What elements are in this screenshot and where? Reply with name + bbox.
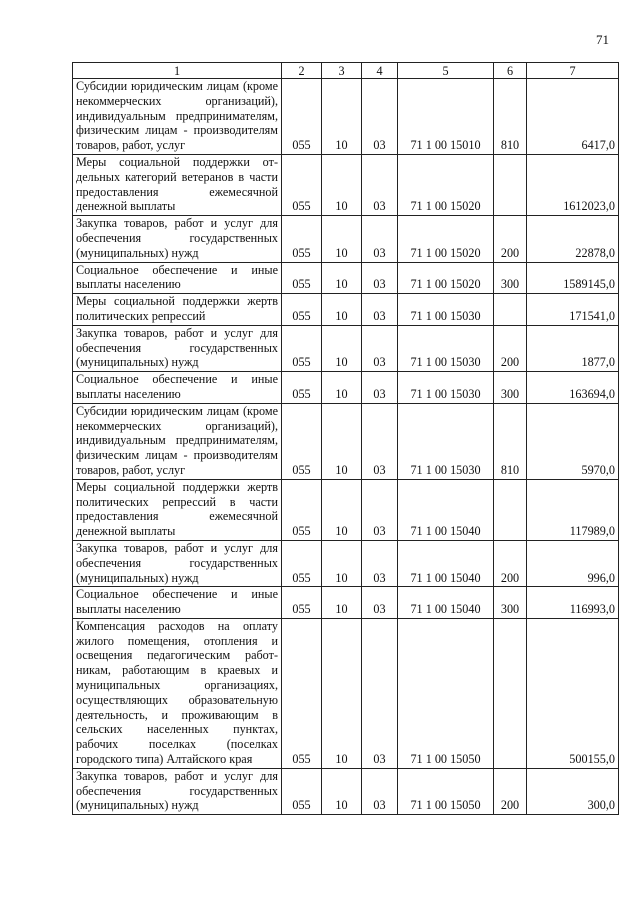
expense-name: Социальное обеспечение и иные выплаты населению [73, 262, 282, 294]
expense-name: Социальное обеспечение и иные выплаты населению [73, 372, 282, 404]
amount: 1589145,0 [527, 262, 619, 294]
table-row [73, 479, 619, 540]
amount: 500155,0 [527, 618, 619, 768]
table-row [73, 587, 619, 619]
table-row [73, 216, 619, 262]
amount: 5970,0 [527, 403, 619, 479]
section-code: 10 [322, 618, 362, 768]
expense-type-code: 300 [494, 372, 527, 404]
column-header: 1 [73, 63, 282, 79]
grbs-code: 055 [282, 372, 322, 404]
target-article-code: 71 1 00 15050 [398, 618, 494, 768]
amount: 171541,0 [527, 294, 619, 326]
subsection-code: 03 [362, 216, 398, 262]
section-code: 10 [322, 540, 362, 586]
subsection-code: 03 [362, 768, 398, 814]
expense-type-code [494, 294, 527, 326]
column-header: 6 [494, 63, 527, 79]
grbs-code: 055 [282, 325, 322, 371]
section-code: 10 [322, 768, 362, 814]
amount: 6417,0 [527, 79, 619, 155]
subsection-code: 03 [362, 587, 398, 619]
grbs-code: 055 [282, 540, 322, 586]
column-header: 5 [398, 63, 494, 79]
grbs-code: 055 [282, 479, 322, 540]
section-code: 10 [322, 372, 362, 404]
target-article-code: 71 1 00 15030 [398, 325, 494, 371]
grbs-code: 055 [282, 294, 322, 326]
subsection-code: 03 [362, 372, 398, 404]
page-number: 71 [596, 32, 609, 47]
section-code: 10 [322, 262, 362, 294]
expense-name: Субсидии юридическим лицам (кроме некоммерческих организаций), индивидуальным предпринимателям, физическим лицам - производителям товаров, работ, услуг [73, 79, 282, 155]
expense-name: Закупка товаров, работ и услуг для обеспечения государственных (муниципальных) нужд [73, 325, 282, 371]
expense-type-code: 810 [494, 403, 527, 479]
expense-name: Меры социальной поддержки отдельных категорий ветеранов в части предоставления ежемесячной денежной выплаты [73, 154, 282, 215]
section-code: 10 [322, 325, 362, 371]
target-article-code: 71 1 00 15020 [398, 216, 494, 262]
target-article-code: 71 1 00 15030 [398, 294, 494, 326]
expense-name: Субсидии юридическим лицам (кроме некоммерческих организаций), индивидуальным предпринимателям, физическим лицам - производителям товаров, работ, услуг [73, 403, 282, 479]
table-row [73, 768, 619, 814]
expense-type-code [494, 479, 527, 540]
target-article-code: 71 1 00 15040 [398, 479, 494, 540]
section-code: 10 [322, 479, 362, 540]
expense-name: Закупка товаров, работ и услуг для обеспечения государственных (муниципальных) нужд [73, 216, 282, 262]
expense-type-code: 200 [494, 325, 527, 371]
amount: 1877,0 [527, 325, 619, 371]
section-code: 10 [322, 403, 362, 479]
subsection-code: 03 [362, 403, 398, 479]
target-article-code: 71 1 00 15020 [398, 262, 494, 294]
grbs-code: 055 [282, 262, 322, 294]
grbs-code: 055 [282, 768, 322, 814]
expense-type-code: 300 [494, 262, 527, 294]
table-row [73, 325, 619, 371]
target-article-code: 71 1 00 15030 [398, 372, 494, 404]
subsection-code: 03 [362, 262, 398, 294]
target-article-code: 71 1 00 15010 [398, 79, 494, 155]
target-article-code: 71 1 00 15040 [398, 540, 494, 586]
column-header: 3 [322, 63, 362, 79]
section-code: 10 [322, 587, 362, 619]
section-code: 10 [322, 216, 362, 262]
expense-name: Закупка товаров, работ и услуг для обеспечения государственных (муниципальных) нужд [73, 540, 282, 586]
amount: 116993,0 [527, 587, 619, 619]
table-row [73, 372, 619, 404]
budget-table [72, 62, 619, 815]
table-row [73, 154, 619, 215]
expense-name: Меры социальной поддержки жертв политических репрессий в части предоставления ежемесячной денежной выплаты [73, 479, 282, 540]
expense-type-code: 300 [494, 587, 527, 619]
target-article-code: 71 1 00 15030 [398, 403, 494, 479]
expense-name: Закупка товаров, работ и услуг для обеспечения государственных (муниципальных) нужд [73, 768, 282, 814]
column-header: 2 [282, 63, 322, 79]
table-row [73, 540, 619, 586]
amount: 1612023,0 [527, 154, 619, 215]
expense-name: Социальное обеспечение и иные выплаты населению [73, 587, 282, 619]
subsection-code: 03 [362, 479, 398, 540]
grbs-code: 055 [282, 154, 322, 215]
target-article-code: 71 1 00 15040 [398, 587, 494, 619]
table-row [73, 618, 619, 768]
subsection-code: 03 [362, 540, 398, 586]
column-header: 4 [362, 63, 398, 79]
table-row [73, 79, 619, 155]
amount: 300,0 [527, 768, 619, 814]
subsection-code: 03 [362, 79, 398, 155]
section-code: 10 [322, 154, 362, 215]
grbs-code: 055 [282, 587, 322, 619]
expense-type-code: 200 [494, 768, 527, 814]
subsection-code: 03 [362, 154, 398, 215]
table-row [73, 294, 619, 326]
expense-name: Меры социальной поддержки жертв политических репрессий [73, 294, 282, 326]
amount: 117989,0 [527, 479, 619, 540]
subsection-code: 03 [362, 325, 398, 371]
expense-type-code [494, 154, 527, 215]
table-row [73, 403, 619, 479]
table-row [73, 262, 619, 294]
subsection-code: 03 [362, 618, 398, 768]
expense-type-code: 200 [494, 216, 527, 262]
target-article-code: 71 1 00 15020 [398, 154, 494, 215]
section-code: 10 [322, 294, 362, 326]
target-article-code: 71 1 00 15050 [398, 768, 494, 814]
section-code: 10 [322, 79, 362, 155]
expense-type-code: 200 [494, 540, 527, 586]
grbs-code: 055 [282, 79, 322, 155]
expense-type-code: 810 [494, 79, 527, 155]
column-header: 7 [527, 63, 619, 79]
subsection-code: 03 [362, 294, 398, 326]
grbs-code: 055 [282, 216, 322, 262]
amount: 163694,0 [527, 372, 619, 404]
header-row [73, 63, 619, 79]
grbs-code: 055 [282, 618, 322, 768]
amount: 22878,0 [527, 216, 619, 262]
expense-type-code [494, 618, 527, 768]
expense-name: Компенсация расходов на оплату жилого помещения, отопления и освещения педагогическим работникам, работающим в краевых и муниципальных организациях, осуществляющих образовательную деятельность, и проживающим в сельских населенных пунктах, рабочих поселках (поселках городского типа) Алтайского края [73, 618, 282, 768]
amount: 996,0 [527, 540, 619, 586]
grbs-code: 055 [282, 403, 322, 479]
